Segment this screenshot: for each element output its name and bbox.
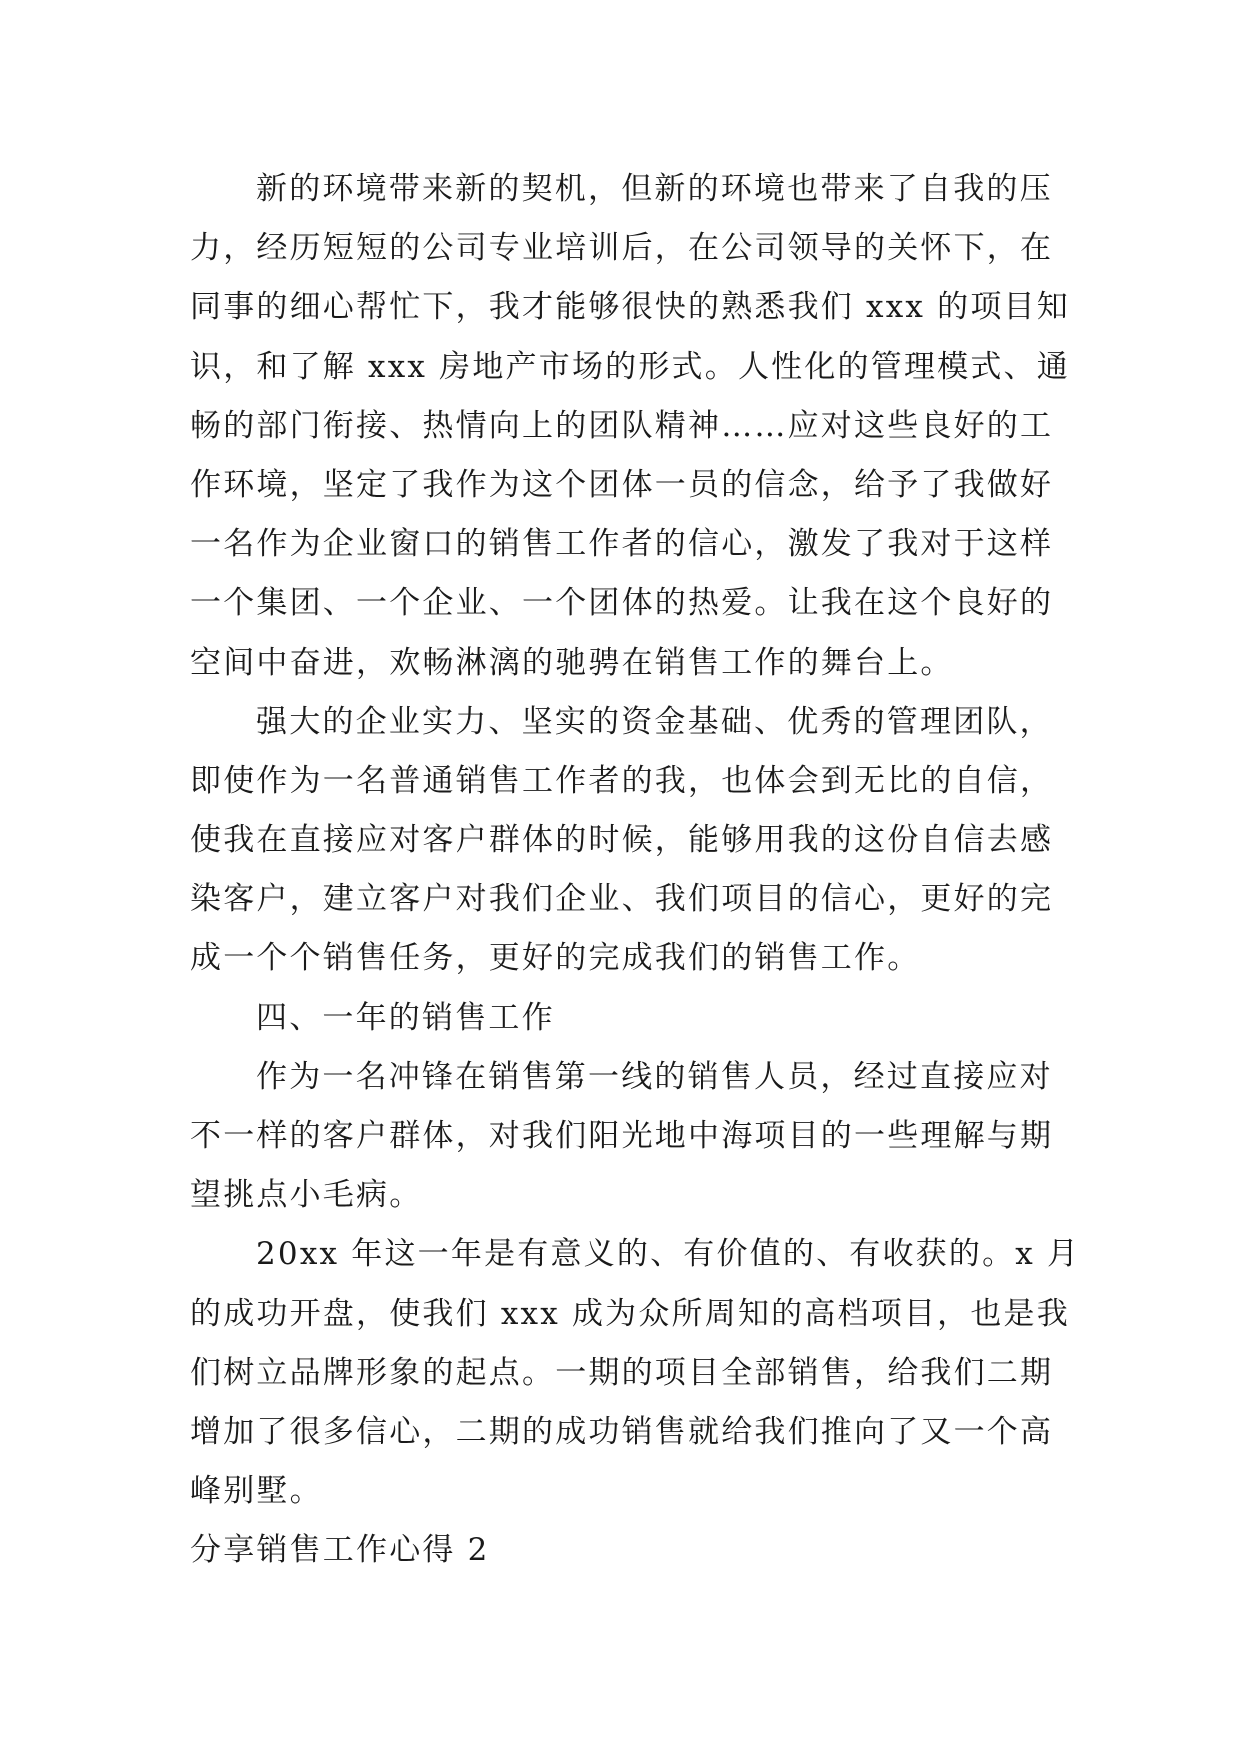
- paragraph-line: 峰别墅。: [190, 1473, 323, 1510]
- paragraph-line: 望挑点小毛病。: [190, 1177, 423, 1214]
- paragraph-line: 空间中奋进，欢畅淋漓的驰骋在销售工作的舞台上。: [190, 644, 954, 681]
- paragraph-line: 畅的部门衔接、热情向上的团队精神……应对这些良好的工: [190, 407, 1054, 444]
- paragraph-line: 一个集团、一个企业、一个团体的热爱。让我在这个良好的: [190, 585, 1054, 622]
- paragraph-line: 力，经历短短的公司专业培训后，在公司领导的关怀下，在: [190, 230, 1054, 267]
- document-body: [190, 160, 1081, 1581]
- section-heading: 四、一年的销售工作: [256, 999, 555, 1036]
- paragraph-line: 染客户，建立客户对我们企业、我们项目的信心，更好的完: [190, 881, 1054, 918]
- paragraph-line: 的成功开盘，使我们 xxx 成为众所周知的高档项目，也是我: [190, 1295, 1070, 1332]
- paragraph-line: 新的环境带来新的契机，但新的环境也带来了自我的压: [256, 171, 1053, 207]
- paragraph-line: 同事的细心帮忙下，我才能够很快的熟悉我们 xxx 的项目知: [190, 289, 1070, 326]
- paragraph-line: 不一样的客户群体，对我们阳光地中海项目的一些理解与期: [190, 1118, 1054, 1154]
- paragraph-line: 使我在直接应对客户群体的时候，能够用我的这份自信去感: [190, 822, 1054, 859]
- paragraph-line: 作为一名冲锋在销售第一线的销售人员，经过直接应对: [256, 1058, 1053, 1095]
- article-title: 分享销售工作心得 2: [190, 1532, 490, 1569]
- paragraph-line: 20xx 年这一年是有意义的、有价值的、有收获的。x 月: [256, 1236, 1081, 1273]
- paragraph-line: 强大的企业实力、坚实的资金基础、优秀的管理团队，: [256, 703, 1053, 740]
- paragraph-line: 即使作为一名普通销售工作者的我，也体会到无比的自信，: [190, 762, 1054, 799]
- paragraph-line: 成一个个销售任务，更好的完成我们的销售工作。: [190, 940, 921, 977]
- paragraph-line: 识，和了解 xxx 房地产市场的形式。人性化的管理模式、通: [190, 348, 1070, 385]
- paragraph-line: 作环境，坚定了我作为这个团体一员的信念，给予了我做好: [190, 466, 1054, 503]
- paragraph-line: 们树立品牌形象的起点。一期的项目全部销售，给我们二期: [190, 1354, 1054, 1391]
- paragraph-line: 增加了很多信心，二期的成功销售就给我们推向了又一个高: [190, 1413, 1054, 1450]
- paragraph-line: 一名作为企业窗口的销售工作者的信心，激发了我对于这样: [190, 526, 1054, 563]
